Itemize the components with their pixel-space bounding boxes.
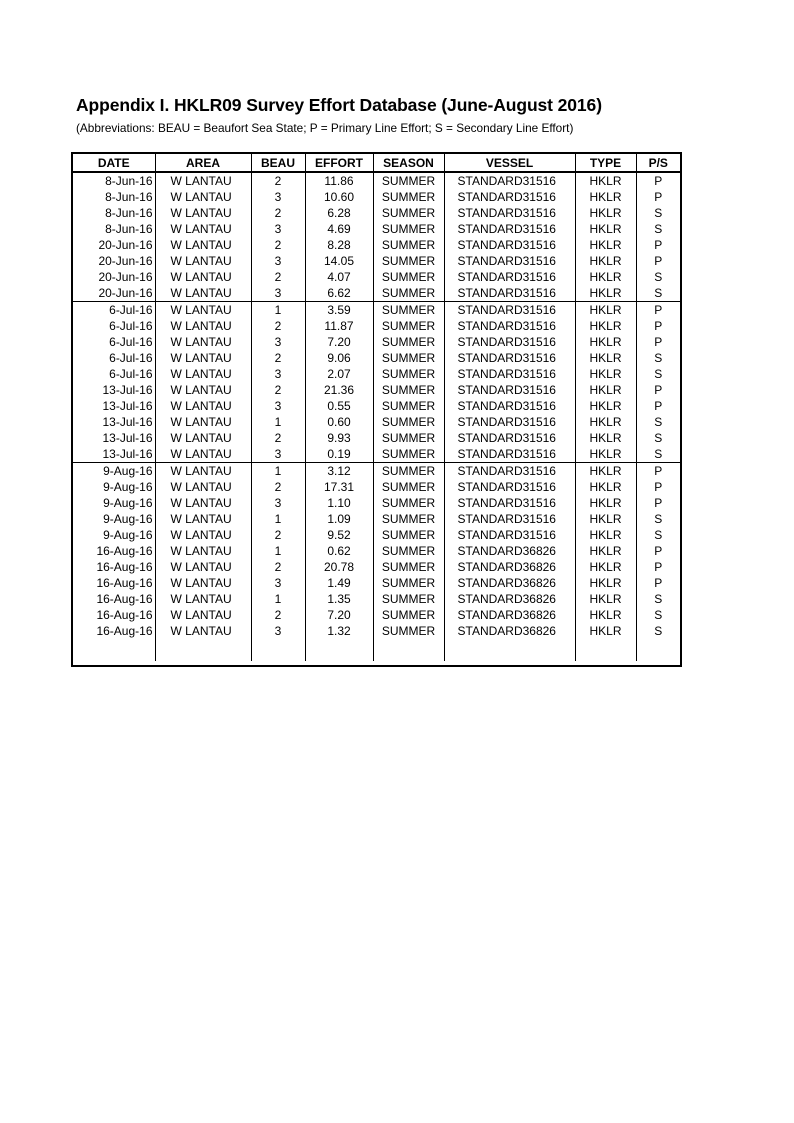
cell-type: HKLR bbox=[575, 302, 636, 319]
cell-area: W LANTAU bbox=[155, 318, 251, 334]
cell-type: HKLR bbox=[575, 607, 636, 623]
table-body bbox=[73, 172, 680, 661]
cell-ps: P bbox=[654, 238, 663, 252]
cell-date: 9-Aug-16 bbox=[73, 495, 155, 511]
cell-date: 20-Jun-16 bbox=[73, 253, 155, 269]
cell-vessel: STANDARD31516 bbox=[444, 172, 575, 189]
page-title: Appendix I. HKLR09 Survey Effort Database (June-August 2016) bbox=[76, 95, 602, 115]
cell-beau: 3 bbox=[251, 495, 305, 511]
cell-season: SUMMER bbox=[373, 318, 444, 334]
cell-vessel: STANDARD36826 bbox=[444, 575, 575, 591]
cell-area: W LANTAU bbox=[155, 543, 251, 559]
cell-beau: 3 bbox=[251, 221, 305, 237]
filler-cell bbox=[73, 639, 155, 661]
cell-ps: P bbox=[654, 496, 663, 510]
filler-cell bbox=[251, 639, 305, 661]
cell-area: W LANTAU bbox=[155, 205, 251, 221]
cell-effort: 8.28 bbox=[305, 237, 373, 253]
table-row bbox=[73, 350, 680, 366]
cell-beau: 2 bbox=[251, 527, 305, 543]
cell-vessel: STANDARD31516 bbox=[444, 511, 575, 527]
cell-type: HKLR bbox=[575, 334, 636, 350]
cell-type: HKLR bbox=[575, 189, 636, 205]
cell-season: SUMMER bbox=[373, 527, 444, 543]
cell-ps: S bbox=[654, 592, 663, 606]
cell-area: W LANTAU bbox=[155, 495, 251, 511]
cell-type: HKLR bbox=[575, 269, 636, 285]
table-row bbox=[73, 382, 680, 398]
cell-beau: 2 bbox=[251, 479, 305, 495]
table-row bbox=[73, 237, 680, 253]
cell-date: 13-Jul-16 bbox=[73, 398, 155, 414]
cell-vessel: STANDARD31516 bbox=[444, 253, 575, 269]
cell-season: SUMMER bbox=[373, 559, 444, 575]
cell-area: W LANTAU bbox=[155, 463, 251, 480]
cell-date: 16-Aug-16 bbox=[73, 623, 155, 639]
cell-vessel: STANDARD31516 bbox=[444, 463, 575, 480]
cell-effort: 3.12 bbox=[305, 463, 373, 480]
cell-area: W LANTAU bbox=[155, 511, 251, 527]
cell-ps: P bbox=[654, 190, 663, 204]
cell-ps: P bbox=[654, 254, 663, 268]
cell-beau: 3 bbox=[251, 575, 305, 591]
cell-season: SUMMER bbox=[373, 591, 444, 607]
cell-date: 13-Jul-16 bbox=[73, 382, 155, 398]
cell-effort: 6.62 bbox=[305, 285, 373, 302]
table-row bbox=[73, 527, 680, 543]
cell-date: 9-Aug-16 bbox=[73, 511, 155, 527]
filler-cell bbox=[305, 639, 373, 661]
cell-effort: 1.35 bbox=[305, 591, 373, 607]
cell-area: W LANTAU bbox=[155, 559, 251, 575]
filler-cell bbox=[444, 639, 575, 661]
cell-type: HKLR bbox=[575, 495, 636, 511]
cell-season: SUMMER bbox=[373, 495, 444, 511]
cell-area: W LANTAU bbox=[155, 575, 251, 591]
cell-effort: 0.60 bbox=[305, 414, 373, 430]
cell-effort: 20.78 bbox=[305, 559, 373, 575]
cell-ps: P bbox=[654, 464, 663, 478]
header-area: AREA bbox=[155, 154, 251, 172]
cell-ps: S bbox=[654, 608, 663, 622]
cell-vessel: STANDARD31516 bbox=[444, 334, 575, 350]
cell-type: HKLR bbox=[575, 172, 636, 189]
cell-effort: 0.62 bbox=[305, 543, 373, 559]
table-row bbox=[73, 607, 680, 623]
cell-vessel: STANDARD31516 bbox=[444, 527, 575, 543]
cell-date: 6-Jul-16 bbox=[73, 318, 155, 334]
cell-ps: P bbox=[654, 576, 663, 590]
cell-area: W LANTAU bbox=[155, 382, 251, 398]
cell-vessel: STANDARD36826 bbox=[444, 543, 575, 559]
cell-season: SUMMER bbox=[373, 172, 444, 189]
cell-effort: 14.05 bbox=[305, 253, 373, 269]
cell-season: SUMMER bbox=[373, 479, 444, 495]
cell-type: HKLR bbox=[575, 527, 636, 543]
cell-type: HKLR bbox=[575, 398, 636, 414]
header-ps: P/S bbox=[636, 154, 680, 172]
filler-cell bbox=[155, 639, 251, 661]
cell-ps: P bbox=[654, 544, 663, 558]
table-row bbox=[73, 559, 680, 575]
filler-cell bbox=[636, 639, 680, 661]
header-beau: BEAU bbox=[251, 154, 305, 172]
cell-vessel: STANDARD31516 bbox=[444, 205, 575, 221]
cell-area: W LANTAU bbox=[155, 237, 251, 253]
cell-beau: 1 bbox=[251, 591, 305, 607]
cell-vessel: STANDARD31516 bbox=[444, 414, 575, 430]
cell-type: HKLR bbox=[575, 205, 636, 221]
cell-date: 6-Jul-16 bbox=[73, 302, 155, 319]
cell-date: 6-Jul-16 bbox=[73, 350, 155, 366]
cell-vessel: STANDARD31516 bbox=[444, 237, 575, 253]
cell-effort: 1.49 bbox=[305, 575, 373, 591]
cell-type: HKLR bbox=[575, 414, 636, 430]
cell-season: SUMMER bbox=[373, 511, 444, 527]
filler-cell bbox=[575, 639, 636, 661]
cell-vessel: STANDARD31516 bbox=[444, 479, 575, 495]
cell-area: W LANTAU bbox=[155, 591, 251, 607]
cell-beau: 1 bbox=[251, 463, 305, 480]
data-table bbox=[73, 154, 680, 661]
table-row bbox=[73, 591, 680, 607]
cell-beau: 3 bbox=[251, 189, 305, 205]
cell-area: W LANTAU bbox=[155, 172, 251, 189]
cell-season: SUMMER bbox=[373, 398, 444, 414]
cell-vessel: STANDARD31516 bbox=[444, 366, 575, 382]
cell-effort: 7.20 bbox=[305, 334, 373, 350]
cell-ps: P bbox=[654, 399, 663, 413]
cell-season: SUMMER bbox=[373, 253, 444, 269]
cell-effort: 11.87 bbox=[305, 318, 373, 334]
cell-season: SUMMER bbox=[373, 623, 444, 639]
cell-area: W LANTAU bbox=[155, 221, 251, 237]
table-row bbox=[73, 172, 680, 189]
cell-ps: S bbox=[654, 270, 663, 284]
cell-effort: 9.93 bbox=[305, 430, 373, 446]
cell-beau: 2 bbox=[251, 205, 305, 221]
cell-ps: S bbox=[654, 415, 663, 429]
table-row bbox=[73, 623, 680, 639]
cell-type: HKLR bbox=[575, 591, 636, 607]
table-row bbox=[73, 479, 680, 495]
cell-date: 6-Jul-16 bbox=[73, 366, 155, 382]
cell-effort: 10.60 bbox=[305, 189, 373, 205]
cell-beau: 2 bbox=[251, 430, 305, 446]
table-row bbox=[73, 269, 680, 285]
cell-season: SUMMER bbox=[373, 221, 444, 237]
cell-beau: 1 bbox=[251, 543, 305, 559]
table-row bbox=[73, 414, 680, 430]
cell-area: W LANTAU bbox=[155, 414, 251, 430]
survey-effort-table bbox=[71, 152, 682, 667]
cell-beau: 2 bbox=[251, 269, 305, 285]
cell-type: HKLR bbox=[575, 543, 636, 559]
cell-effort: 4.69 bbox=[305, 221, 373, 237]
cell-effort: 21.36 bbox=[305, 382, 373, 398]
cell-type: HKLR bbox=[575, 479, 636, 495]
table-row bbox=[73, 495, 680, 511]
cell-date: 13-Jul-16 bbox=[73, 446, 155, 463]
cell-type: HKLR bbox=[575, 446, 636, 463]
cell-date: 8-Jun-16 bbox=[73, 205, 155, 221]
cell-beau: 2 bbox=[251, 559, 305, 575]
cell-vessel: STANDARD36826 bbox=[444, 559, 575, 575]
cell-type: HKLR bbox=[575, 463, 636, 480]
table-row bbox=[73, 543, 680, 559]
cell-area: W LANTAU bbox=[155, 334, 251, 350]
cell-area: W LANTAU bbox=[155, 302, 251, 319]
cell-area: W LANTAU bbox=[155, 366, 251, 382]
cell-season: SUMMER bbox=[373, 189, 444, 205]
cell-ps: S bbox=[654, 367, 663, 381]
cell-type: HKLR bbox=[575, 575, 636, 591]
cell-season: SUMMER bbox=[373, 463, 444, 480]
cell-area: W LANTAU bbox=[155, 398, 251, 414]
table-row bbox=[73, 366, 680, 382]
cell-type: HKLR bbox=[575, 285, 636, 302]
cell-effort: 9.52 bbox=[305, 527, 373, 543]
cell-area: W LANTAU bbox=[155, 189, 251, 205]
cell-date: 9-Aug-16 bbox=[73, 527, 155, 543]
cell-beau: 3 bbox=[251, 253, 305, 269]
cell-vessel: STANDARD31516 bbox=[444, 189, 575, 205]
cell-vessel: STANDARD31516 bbox=[444, 495, 575, 511]
cell-type: HKLR bbox=[575, 382, 636, 398]
cell-type: HKLR bbox=[575, 366, 636, 382]
cell-type: HKLR bbox=[575, 350, 636, 366]
cell-ps: S bbox=[654, 206, 663, 220]
cell-area: W LANTAU bbox=[155, 285, 251, 302]
cell-season: SUMMER bbox=[373, 269, 444, 285]
cell-effort: 1.32 bbox=[305, 623, 373, 639]
cell-effort: 17.31 bbox=[305, 479, 373, 495]
cell-beau: 3 bbox=[251, 366, 305, 382]
cell-area: W LANTAU bbox=[155, 253, 251, 269]
cell-date: 8-Jun-16 bbox=[73, 172, 155, 189]
cell-date: 16-Aug-16 bbox=[73, 543, 155, 559]
table-row bbox=[73, 575, 680, 591]
cell-date: 8-Jun-16 bbox=[73, 221, 155, 237]
cell-vessel: STANDARD31516 bbox=[444, 430, 575, 446]
cell-date: 9-Aug-16 bbox=[73, 463, 155, 480]
filler-cell bbox=[373, 639, 444, 661]
cell-vessel: STANDARD31516 bbox=[444, 269, 575, 285]
cell-type: HKLR bbox=[575, 559, 636, 575]
cell-ps: P bbox=[654, 303, 663, 317]
cell-vessel: STANDARD36826 bbox=[444, 607, 575, 623]
cell-area: W LANTAU bbox=[155, 527, 251, 543]
cell-ps: S bbox=[654, 528, 663, 542]
cell-ps: S bbox=[636, 285, 680, 302]
cell-date: 20-Jun-16 bbox=[73, 237, 155, 253]
cell-beau: 2 bbox=[251, 607, 305, 623]
cell-ps: S bbox=[654, 512, 663, 526]
table-row bbox=[73, 221, 680, 237]
cell-effort: 0.19 bbox=[305, 446, 373, 463]
cell-season: SUMMER bbox=[373, 607, 444, 623]
cell-date: 16-Aug-16 bbox=[73, 575, 155, 591]
cell-date: 16-Aug-16 bbox=[73, 591, 155, 607]
table-row bbox=[73, 318, 680, 334]
cell-area: W LANTAU bbox=[155, 269, 251, 285]
cell-season: SUMMER bbox=[373, 446, 444, 463]
cell-area: W LANTAU bbox=[155, 350, 251, 366]
cell-area: W LANTAU bbox=[155, 479, 251, 495]
cell-date: 16-Aug-16 bbox=[73, 559, 155, 575]
cell-vessel: STANDARD31516 bbox=[444, 350, 575, 366]
cell-ps: P bbox=[654, 319, 663, 333]
cell-type: HKLR bbox=[575, 430, 636, 446]
cell-vessel: STANDARD31516 bbox=[444, 285, 575, 302]
cell-type: HKLR bbox=[575, 253, 636, 269]
cell-type: HKLR bbox=[575, 623, 636, 639]
cell-vessel: STANDARD36826 bbox=[444, 623, 575, 639]
cell-beau: 2 bbox=[251, 172, 305, 189]
table-row bbox=[73, 398, 680, 414]
cell-effort: 2.07 bbox=[305, 366, 373, 382]
cell-beau: 2 bbox=[251, 237, 305, 253]
cell-vessel: STANDARD31516 bbox=[444, 446, 575, 463]
cell-area: W LANTAU bbox=[155, 430, 251, 446]
cell-season: SUMMER bbox=[373, 350, 444, 366]
cell-season: SUMMER bbox=[373, 430, 444, 446]
page-subtitle: (Abbreviations: BEAU = Beaufort Sea State; P = Primary Line Effort; S = Secondary Line Effort) bbox=[76, 121, 574, 135]
cell-vessel: STANDARD31516 bbox=[444, 398, 575, 414]
table-row bbox=[73, 511, 680, 527]
cell-season: SUMMER bbox=[373, 382, 444, 398]
header-effort: EFFORT bbox=[305, 154, 373, 172]
cell-effort: 0.55 bbox=[305, 398, 373, 414]
table-row bbox=[73, 189, 680, 205]
cell-beau: 3 bbox=[251, 398, 305, 414]
cell-beau: 1 bbox=[251, 302, 305, 319]
cell-effort: 11.86 bbox=[305, 172, 373, 189]
cell-beau: 2 bbox=[251, 318, 305, 334]
cell-effort: 4.07 bbox=[305, 269, 373, 285]
cell-effort: 9.06 bbox=[305, 350, 373, 366]
cell-area: W LANTAU bbox=[155, 607, 251, 623]
cell-date: 9-Aug-16 bbox=[73, 479, 155, 495]
cell-beau: 1 bbox=[251, 414, 305, 430]
cell-vessel: STANDARD31516 bbox=[444, 221, 575, 237]
cell-beau: 3 bbox=[251, 446, 305, 463]
cell-effort: 7.20 bbox=[305, 607, 373, 623]
cell-ps: S bbox=[654, 351, 663, 365]
cell-ps: P bbox=[654, 383, 663, 397]
cell-date: 6-Jul-16 bbox=[73, 334, 155, 350]
cell-date: 13-Jul-16 bbox=[73, 414, 155, 430]
cell-season: SUMMER bbox=[373, 302, 444, 319]
cell-date: 13-Jul-16 bbox=[73, 430, 155, 446]
cell-effort: 1.09 bbox=[305, 511, 373, 527]
header-type: TYPE bbox=[575, 154, 636, 172]
table-row bbox=[73, 205, 680, 221]
cell-area: W LANTAU bbox=[155, 446, 251, 463]
cell-effort: 1.10 bbox=[305, 495, 373, 511]
header-vessel: VESSEL bbox=[444, 154, 575, 172]
cell-beau: 2 bbox=[251, 350, 305, 366]
cell-season: SUMMER bbox=[373, 414, 444, 430]
cell-effort: 6.28 bbox=[305, 205, 373, 221]
cell-season: SUMMER bbox=[373, 237, 444, 253]
cell-season: SUMMER bbox=[373, 205, 444, 221]
cell-season: SUMMER bbox=[373, 543, 444, 559]
table-row bbox=[73, 430, 680, 446]
cell-type: HKLR bbox=[575, 511, 636, 527]
cell-type: HKLR bbox=[575, 318, 636, 334]
cell-season: SUMMER bbox=[373, 366, 444, 382]
cell-beau: 3 bbox=[251, 285, 305, 302]
cell-effort: 3.59 bbox=[305, 302, 373, 319]
cell-beau: 3 bbox=[251, 334, 305, 350]
cell-vessel: STANDARD31516 bbox=[444, 382, 575, 398]
table-row bbox=[73, 253, 680, 269]
cell-beau: 2 bbox=[251, 382, 305, 398]
cell-beau: 3 bbox=[251, 623, 305, 639]
header-date: DATE bbox=[73, 154, 155, 172]
cell-vessel: STANDARD31516 bbox=[444, 318, 575, 334]
table-filler-row bbox=[73, 639, 680, 661]
cell-vessel: STANDARD31516 bbox=[444, 302, 575, 319]
cell-type: HKLR bbox=[575, 237, 636, 253]
cell-season: SUMMER bbox=[373, 334, 444, 350]
cell-type: HKLR bbox=[575, 221, 636, 237]
cell-date: 20-Jun-16 bbox=[73, 285, 155, 302]
table-row bbox=[73, 446, 680, 463]
cell-ps: P bbox=[654, 560, 663, 574]
cell-season: SUMMER bbox=[373, 575, 444, 591]
cell-vessel: STANDARD36826 bbox=[444, 591, 575, 607]
cell-ps: S bbox=[654, 222, 663, 236]
cell-ps: P bbox=[654, 335, 663, 349]
table-row bbox=[73, 285, 680, 302]
cell-ps: S bbox=[654, 624, 663, 638]
cell-ps: S bbox=[636, 446, 680, 463]
cell-ps: S bbox=[654, 431, 663, 445]
table-row bbox=[73, 334, 680, 350]
cell-date: 16-Aug-16 bbox=[73, 607, 155, 623]
cell-date: 20-Jun-16 bbox=[73, 269, 155, 285]
table-row bbox=[73, 302, 680, 319]
table-header-row bbox=[73, 154, 680, 172]
cell-ps: P bbox=[654, 174, 663, 188]
cell-ps: P bbox=[654, 480, 663, 494]
header-season: SEASON bbox=[373, 154, 444, 172]
table-row bbox=[73, 463, 680, 480]
cell-season: SUMMER bbox=[373, 285, 444, 302]
cell-beau: 1 bbox=[251, 511, 305, 527]
cell-date: 8-Jun-16 bbox=[73, 189, 155, 205]
cell-area: W LANTAU bbox=[155, 623, 251, 639]
